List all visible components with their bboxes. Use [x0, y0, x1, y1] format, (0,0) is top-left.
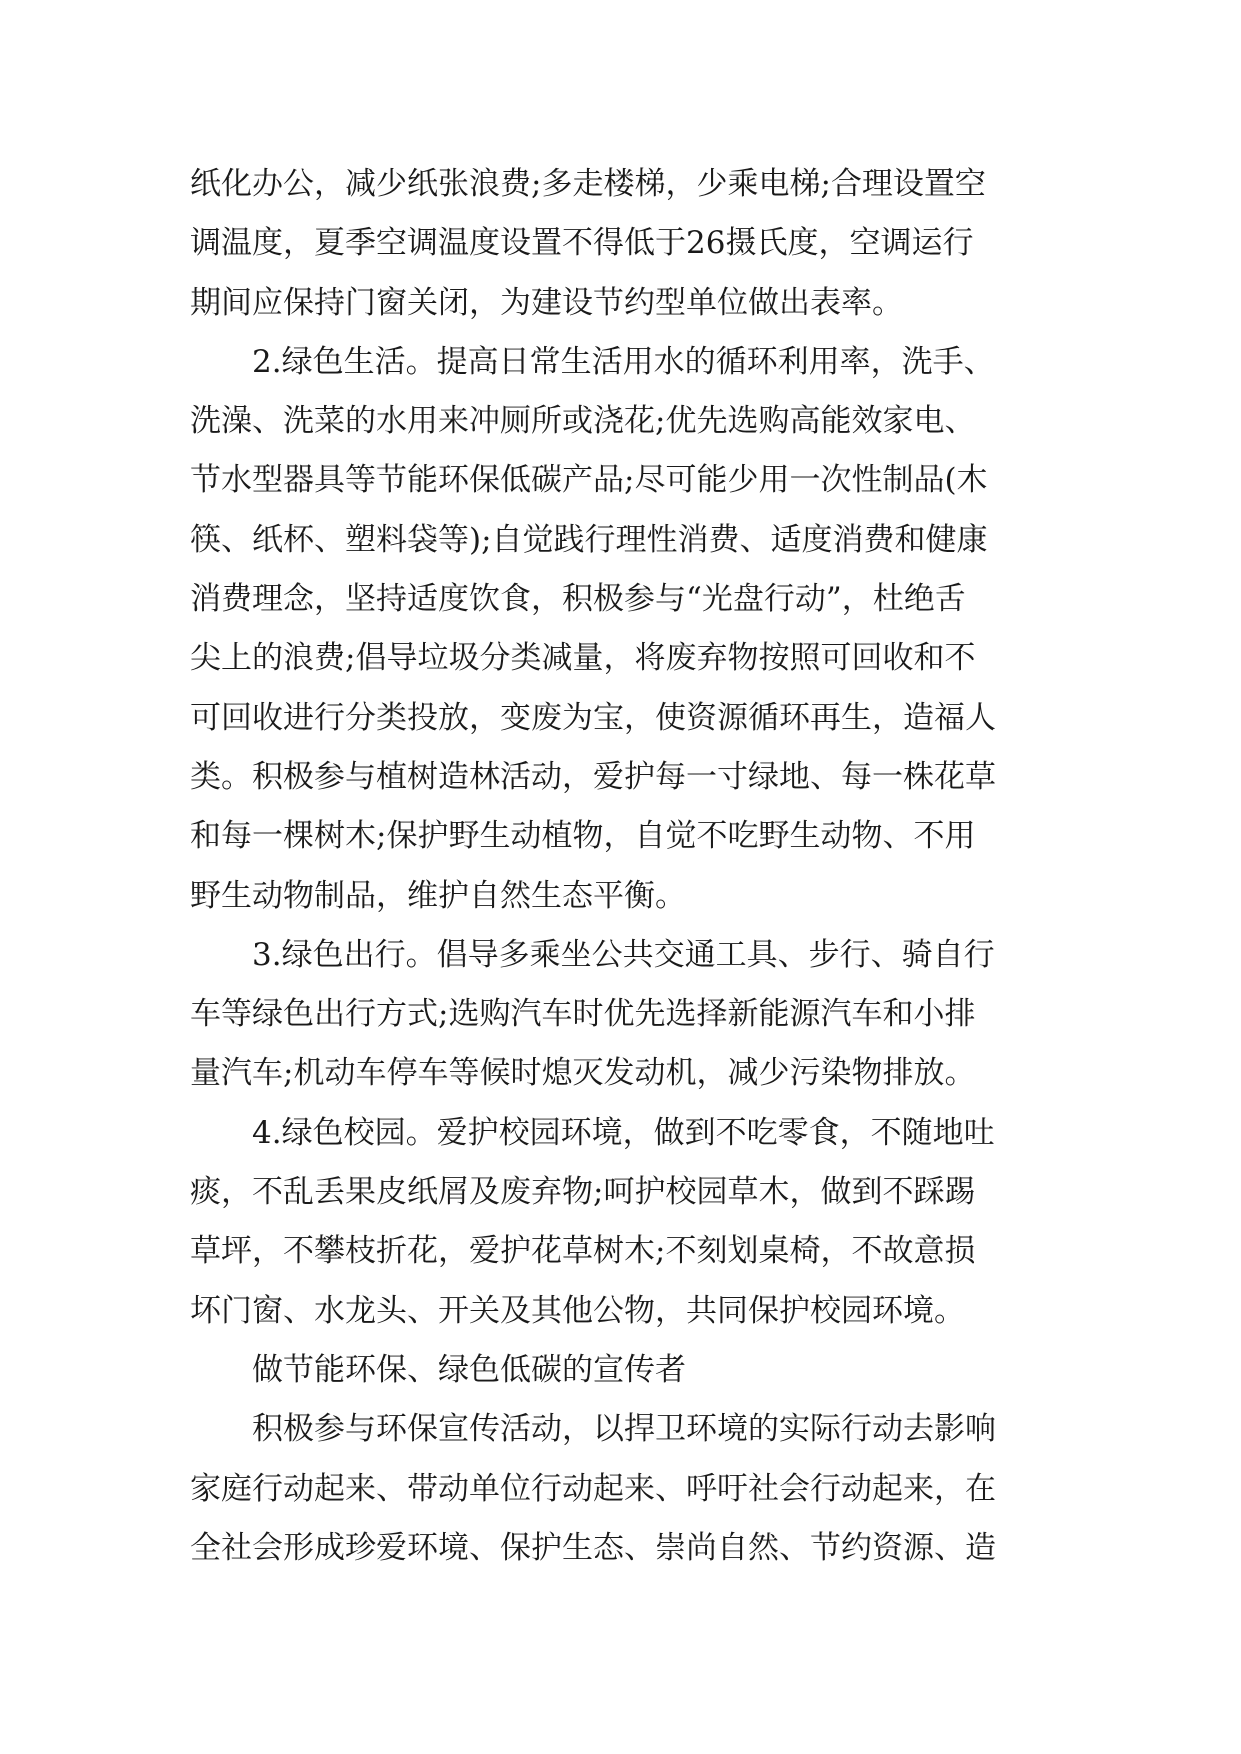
text-line: 节水型器具等节能环保低碳产品;尽可能少用一次性制品(木 — [190, 462, 988, 499]
text-line: 和每一棵树木;保护野生动植物，自觉不吃野生动物、不用 — [190, 818, 976, 855]
text-line: 坏门窗、水龙头、开关及其他公物，共同保护校园环境。 — [190, 1292, 965, 1329]
text-line: 做节能环保、绿色低碳的宣传者 — [252, 1351, 686, 1388]
text-line: 4.绿色校园。爱护校园环境，做到不吃零食，不随地吐 — [252, 1114, 995, 1151]
text-line: 3.绿色出行。倡导多乘坐公共交通工具、步行、骑自行 — [252, 936, 995, 973]
text-line: 调温度，夏季空调温度设置不得低于26摄氏度，空调运行 — [190, 225, 974, 262]
text-line: 野生动物制品，维护自然生态平衡。 — [190, 877, 686, 914]
text-line: 2.绿色生活。提高日常生活用水的循环利用率，洗手、 — [252, 343, 995, 380]
text-line: 车等绿色出行方式;选购汽车时优先选择新能源汽车和小排 — [190, 996, 976, 1033]
text-line: 洗澡、洗菜的水用来冲厕所或浇花;优先选购高能效家电、 — [190, 403, 976, 440]
text-line: 可回收进行分类投放，变废为宝，使资源循环再生，造福人 — [190, 699, 996, 736]
text-line: 家庭行动起来、带动单位行动起来、呼吁社会行动起来，在 — [190, 1470, 996, 1507]
text-line: 量汽车;机动车停车等候时熄灭发动机，减少污染物排放。 — [190, 1055, 976, 1092]
text-line: 全社会形成珍爱环境、保护生态、崇尚自然、节约资源、造 — [190, 1529, 996, 1566]
text-line: 纸化办公，减少纸张浪费;多走楼梯，少乘电梯;合理设置空 — [190, 166, 986, 202]
text-line: 积极参与环保宣传活动，以捍卫环境的实际行动去影响 — [252, 1411, 996, 1448]
text-line: 类。积极参与植树造林活动，爱护每一寸绿地、每一株花草 — [190, 758, 996, 795]
body-text — [190, 155, 1060, 1578]
text-line: 筷、纸杯、塑料袋等);自觉践行理性消费、适度消费和健康 — [190, 521, 988, 558]
text-line: 尖上的浪费;倡导垃圾分类减量，将废弃物按照可回收和不 — [190, 640, 976, 677]
text-line: 消费理念，坚持适度饮食，积极参与“光盘行动”，杜绝舌 — [190, 581, 966, 618]
text-line: 痰，不乱丢果皮纸屑及废弃物;呵护校园草木，做到不踩踢 — [190, 1174, 976, 1211]
text-line: 草坪，不攀枝折花，爱护花草树木;不刻划桌椅，不故意损 — [190, 1233, 976, 1270]
text-line: 期间应保持门窗关闭，为建设节约型单位做出表率。 — [190, 284, 903, 321]
